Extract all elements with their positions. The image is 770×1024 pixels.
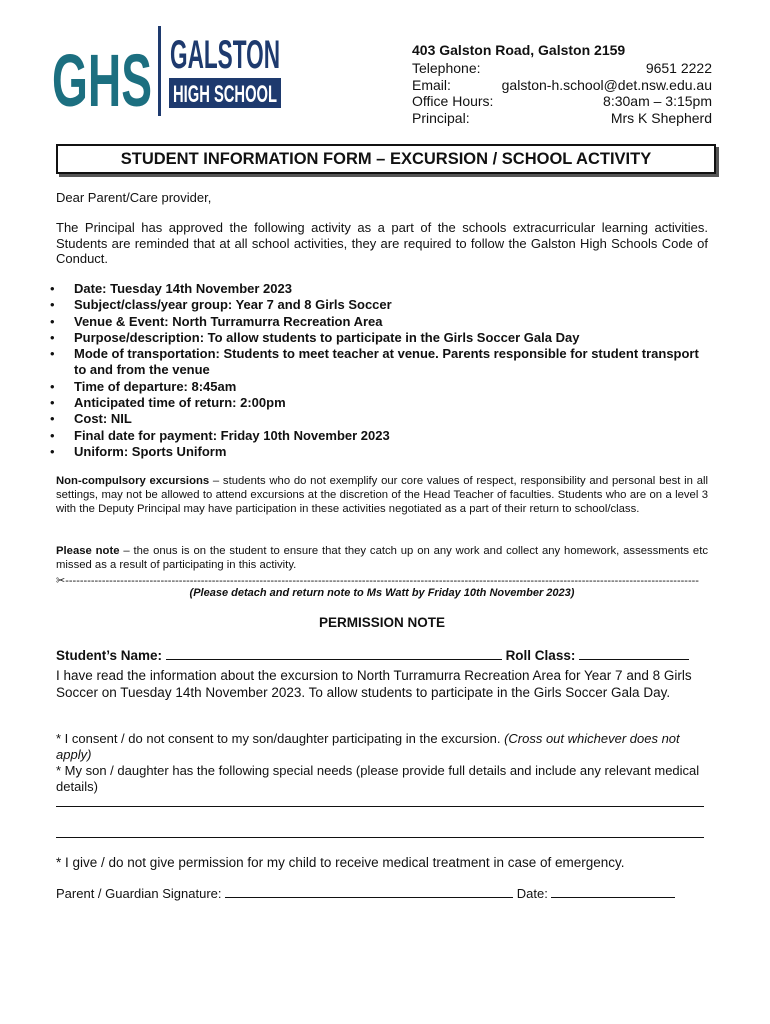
list-item: • Mode of transportation: Students to meet teacher at venue. Parents responsible for student transport to and from the venue (50, 346, 699, 378)
list-item: • Cost: NIL (50, 411, 132, 427)
excursion-details-list (48, 281, 708, 460)
list-item: • Date: Tuesday 14th November 2023 (50, 281, 292, 296)
intro-paragraph: The Principal has approved the following activity as a part of the schools extracurricular learning activities. Students are reminded that at all school activities, they are required to follow the Galston High Schools Code of Conduct. (56, 220, 708, 266)
special-needs-field-line-1[interactable] (56, 806, 704, 807)
cut-line: ✂----------------------------------------------------------------------------------------------------------------------------------------------------------------------------- (56, 575, 699, 587)
school-address: 403 Galston Road, Galston 2159 (412, 42, 626, 58)
permission-statement: I have read the information about the excursion to North Turramurra Recreation Area for Year 7 and 8 Girls Soccer on Tuesday 14th November 2023. To allow students to participate in the Girls Soccer Gala Day. (56, 668, 692, 700)
list-item: • Subject/class/year group: Year 7 and 8 Girls Soccer (50, 297, 392, 313)
list-item: • Uniform: Sports Uniform (50, 443, 227, 459)
list-item: • Purpose/description: To allow students to participate in the Girls Soccer Gala Day (50, 329, 580, 345)
logo-name-top: GALSTON (170, 33, 280, 77)
consent-statement[interactable]: * I consent / do not consent to my son/daughter participating in the excursion. (Cross out whichever does not apply) (56, 731, 680, 762)
list-item: • Time of departure: 8:45am (50, 378, 237, 394)
logo-name-bottom: HIGH SCHOOL (173, 81, 277, 108)
please-note: Please note – the onus is on the student to ensure that they catch up on any work and collect any homework, assessments etc missed as a result of participating in this activity. (56, 545, 708, 571)
roll-class-field[interactable] (579, 647, 689, 660)
special-needs-statement: * My son / daughter has the following special needs (please provide full details and include any relevant medical details) (56, 763, 700, 794)
noncompulsory-note: Non-compulsory excursions – students who do not exemplify our core values of respect, responsibility and personal best in all settings, may not be allowed to attend excursions at the discretion of the Head Teacher of faculties. Students who are on a level 3 with the Deputy Principal may have participation in these activities negotiated as a part of their return to school/class. (56, 475, 709, 515)
school-logo (52, 26, 284, 122)
logo-initials: GHS (52, 39, 152, 122)
detach-instruction: (Please detach and return note to Ms Watt by Friday 10th November 2023) (189, 587, 575, 599)
scissors-icon: ✂ (56, 575, 66, 587)
contact-row-principal: Principal: Mrs K Shepherd (412, 109, 712, 126)
medical-treatment-statement[interactable]: * I give / do not give permission for my child to receive medical treatment in case of emergency. (56, 855, 625, 870)
permission-heading: PERMISSION NOTE (318, 615, 445, 630)
date-field[interactable] (551, 885, 675, 898)
form-title: STUDENT INFORMATION FORM – EXCURSION / SCHOOL ACTIVITY (56, 144, 716, 174)
student-name-row: Student’s Name: Roll Class: (56, 647, 708, 663)
student-name-field[interactable] (166, 647, 502, 660)
list-item: • Final date for payment: Friday 10th November 2023 (50, 427, 390, 443)
contact-row-email: Email: galston-h.school@det.nsw.edu.au (412, 76, 712, 93)
list-item: • Anticipated time of return: 2:00pm (50, 395, 286, 411)
contact-row-telephone: Telephone: 9651 2222 (412, 60, 712, 76)
contact-details (412, 60, 712, 126)
list-item: • Venue & Event: North Turramurra Recreation Area (50, 313, 383, 329)
contact-row-office-hours: Office Hours: 8:30am – 3:15pm (412, 93, 712, 109)
signature-field[interactable] (225, 885, 513, 898)
signature-row: Parent / Guardian Signature: Date: (56, 885, 708, 901)
greeting: Dear Parent/Care provider, (56, 190, 212, 205)
special-needs-field-line-2[interactable] (56, 837, 704, 838)
